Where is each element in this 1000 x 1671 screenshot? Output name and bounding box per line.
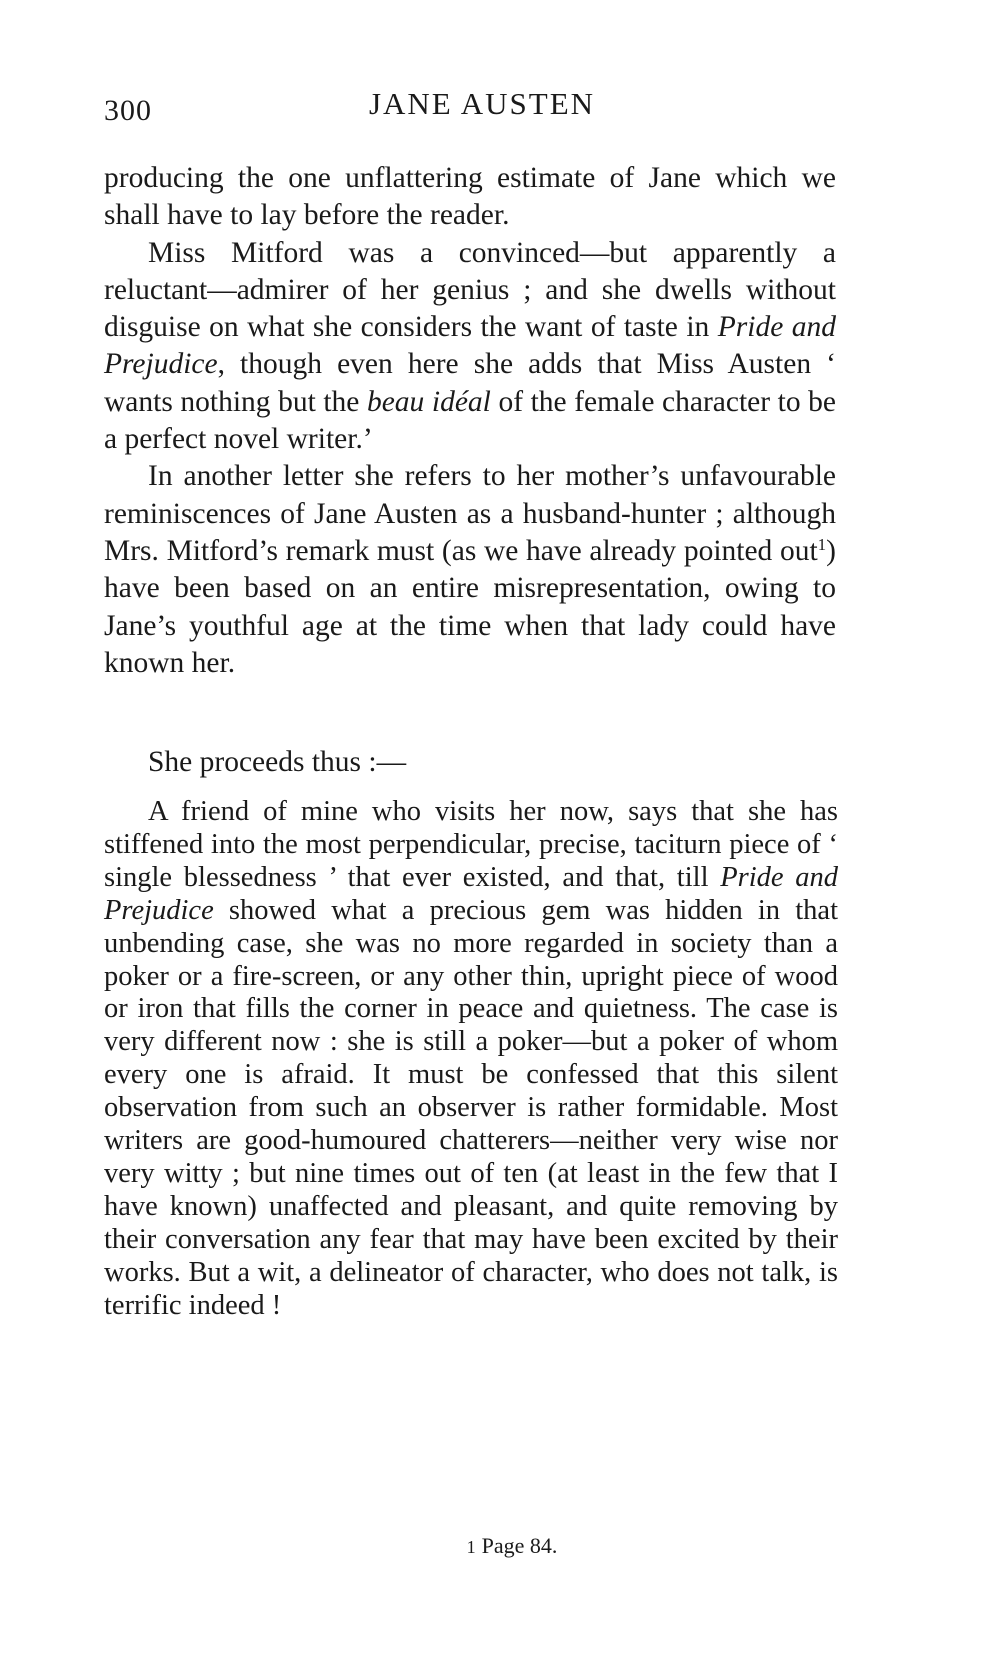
quote-paragraph: [104, 796, 838, 1323]
paragraph-3: [104, 458, 836, 682]
body-text: [104, 160, 836, 682]
paragraph-3-text-a: In another letter she refers to her mother’s unfavourable reminiscences of Jane Austen as a husband-hunter ; although Mrs. Mitford’s remark must (as we have already pointed out: [104, 460, 836, 567]
quote-text-b: showed what a precious gem was hidden in that unbending case, she was no more regarded in society than a poker or a fire-screen, or any other thin, upright piece of wood or iron that fills the corner in peace and quietness. The case is very different now : she is still a poker—but a poker of whom every one is afraid. It must be confessed that this silent observation from such an observer is rather formidable. Most writers are good-humoured chatterers—neither very wise nor very witty ; but nine times out of ten (at least in the few that I have known) unaffected and pleasant, and quite removing by their conversation any fear that may have been excited by their works. But a wit, a delineator of character, who does not talk, is terrific indeed !: [104, 894, 838, 1321]
block-quote: [104, 796, 838, 1323]
paragraph-2: [104, 235, 836, 459]
paragraph-3-text-b: ) have been based on an entire misrepresentation, owing to Jane’s youthful age at the time when that lady could have known her.: [104, 534, 836, 679]
quote-intro: She proceeds thus :—: [148, 746, 407, 778]
footnote: [0, 1533, 1000, 1559]
paragraph-2-text-c: of the female character to be a perfect novel writer.’: [104, 385, 836, 456]
running-title: JANE AUSTEN: [368, 86, 596, 121]
quote-text-a: A friend of mine who visits her now, says that she has stiffened into the most perpendicular, precise, taciturn piece of ‘ single blessedness ’ that ever existed, and that, till: [104, 796, 838, 893]
running-head: [104, 86, 840, 132]
paragraph-2-text-b: , though even here she adds that Miss Austen ‘ wants nothing but the: [104, 348, 836, 418]
page-number: 300: [104, 94, 152, 127]
paragraph-1: [104, 160, 836, 235]
footnote-text: Page 84.: [481, 1533, 558, 1558]
book-title-italic: Pride and Prejudice: [104, 311, 836, 381]
beau-ideal-italic: beau idéal: [366, 385, 491, 418]
footnote-number: 1: [466, 1537, 476, 1557]
footnote-reference: 1: [817, 534, 827, 554]
paragraph-2-text-a: Miss Mitford was a convinced—but apparently a reluctant—admirer of her genius ; and she dwells without disguise on what she considers the want of taste in: [104, 236, 836, 344]
paragraph-1-text: producing the one unflattering estimate of Jane which we shall have to lay before the reader.: [104, 162, 836, 232]
quote-book-title-italic: Pride and Prejudice: [104, 861, 838, 926]
